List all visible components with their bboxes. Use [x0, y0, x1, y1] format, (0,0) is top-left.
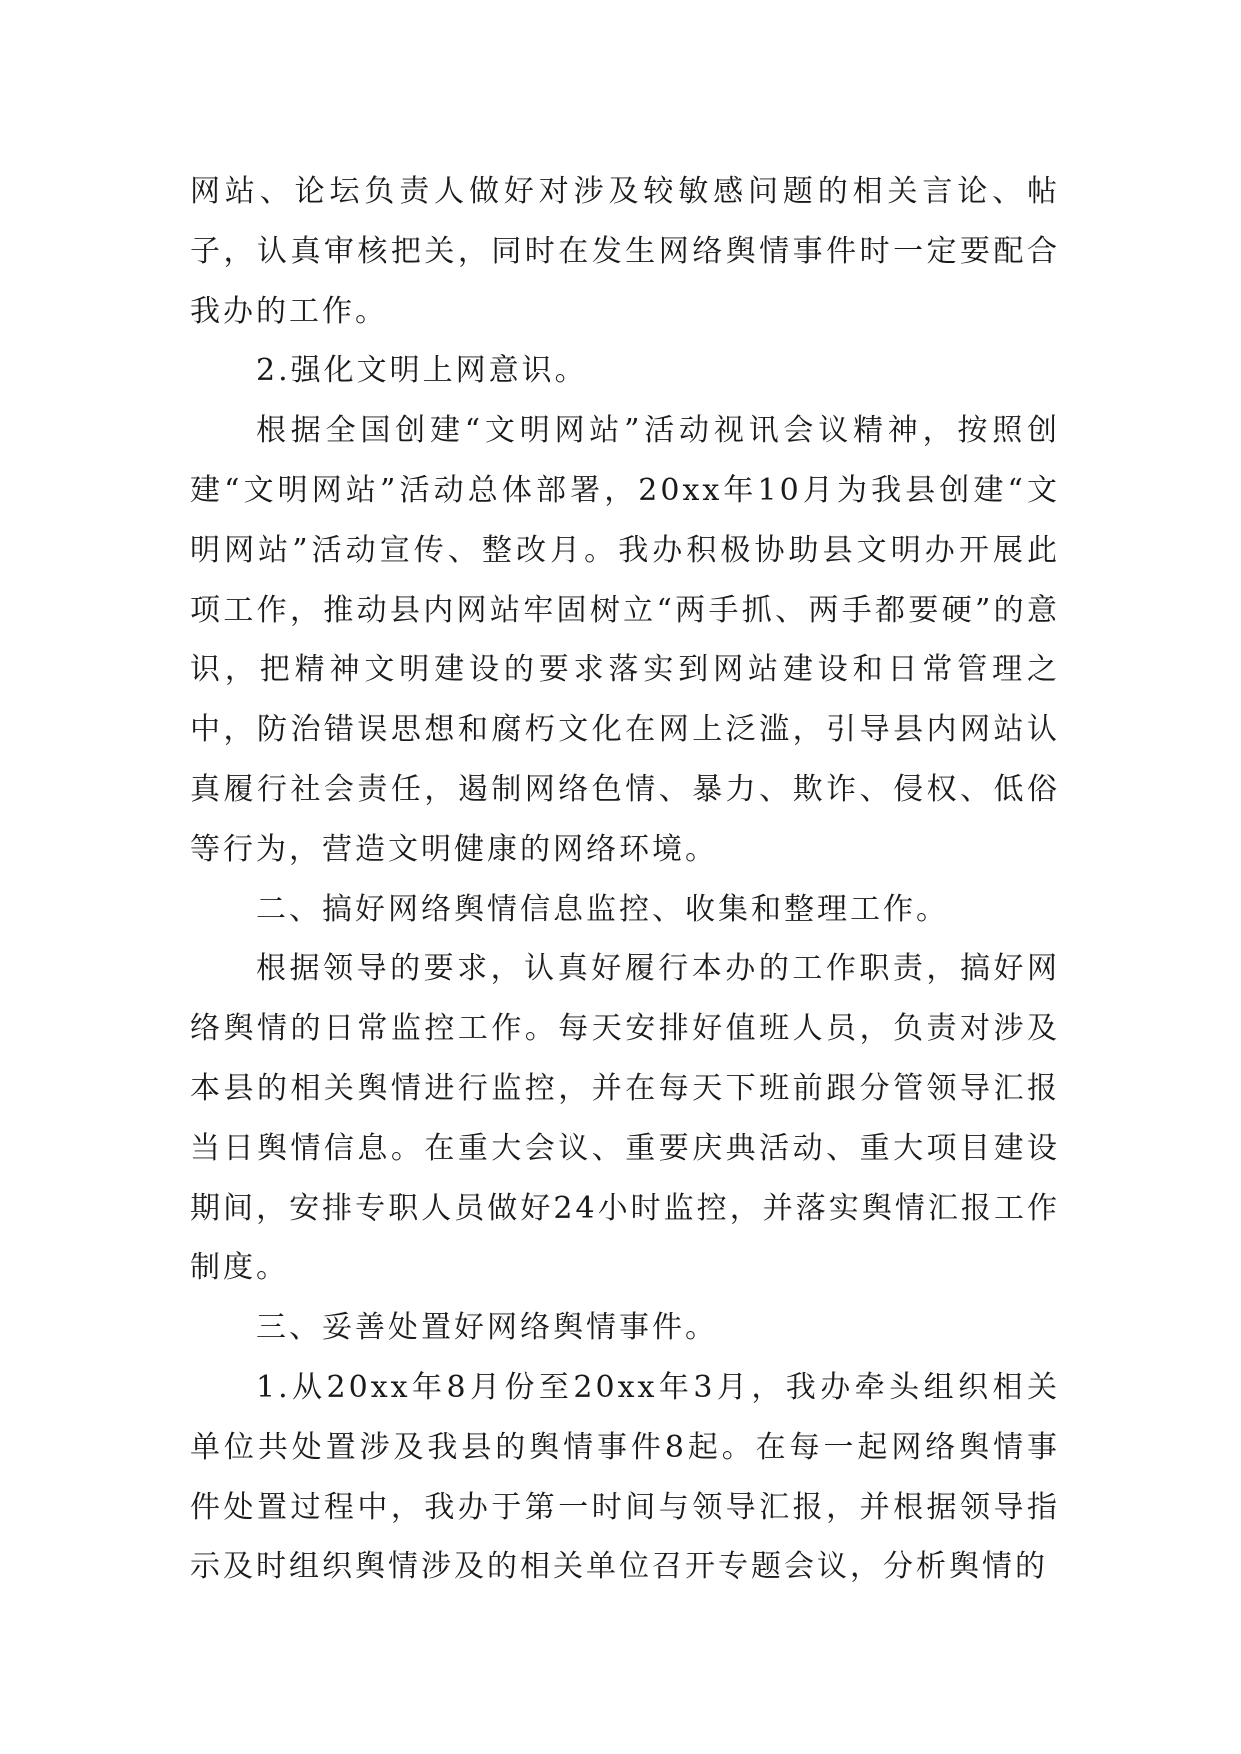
paragraph-monitoring: 根据领导的要求，认真好履行本办的工作职责，搞好网络舆情的日常监控工作。每天安排好值班人员，负责对涉及本县的相关舆情进行监控，并在每天下班前跟分管领导汇报当日舆情信息。在重大会议、重要庆典活动、重大项目建设期间，安排专职人员做好24小时监控，并落实舆情汇报工作制度。 — [190, 951, 1060, 1286]
section-heading-3: 三、妥善处置好网络舆情事件。 — [256, 1310, 718, 1346]
document-body — [190, 162, 1060, 1597]
paragraph-heading-2: 2.强化文明上网意识。 — [256, 353, 588, 389]
paragraph-continued: 网站、论坛负责人做好对涉及较敏感问题的相关言论、帖子，认真审核把关，同时在发生网络舆情事件时一定要配合我办的工作。 — [190, 174, 1060, 329]
paragraph-civilized-website: 根据全国创建“文明网站”活动视讯会议精神，按照创建“文明网站”活动总体部署，20xx年10月为我县创建“文明网站”活动宣传、整改月。我办积极协助县文明办开展此项工作，推动县内网站牢固树立“两手抓、两手都要硬”的意识，把精神文明建设的要求落实到网站建设和日常管理之中，防治错误思想和腐朽文化在网上泛滥，引导县内网站认真履行社会责任，遏制网络色情、暴力、欺诈、侵权、低俗等行为，营造文明健康的网络环境。 — [190, 413, 1060, 867]
paragraph-incident-handling: 1.从20xx年8月份至20xx年3月，我办牵头组织相关单位共处置涉及我县的舆情事件8起。在每一起网络舆情事件处置过程中，我办于第一时间与领导汇报，并根据领导指示及时组织舆情涉及的相关单位召开专题会议，分析舆情的 — [190, 1369, 1060, 1585]
section-heading-2: 二、搞好网络舆情信息监控、收集和整理工作。 — [256, 891, 949, 927]
